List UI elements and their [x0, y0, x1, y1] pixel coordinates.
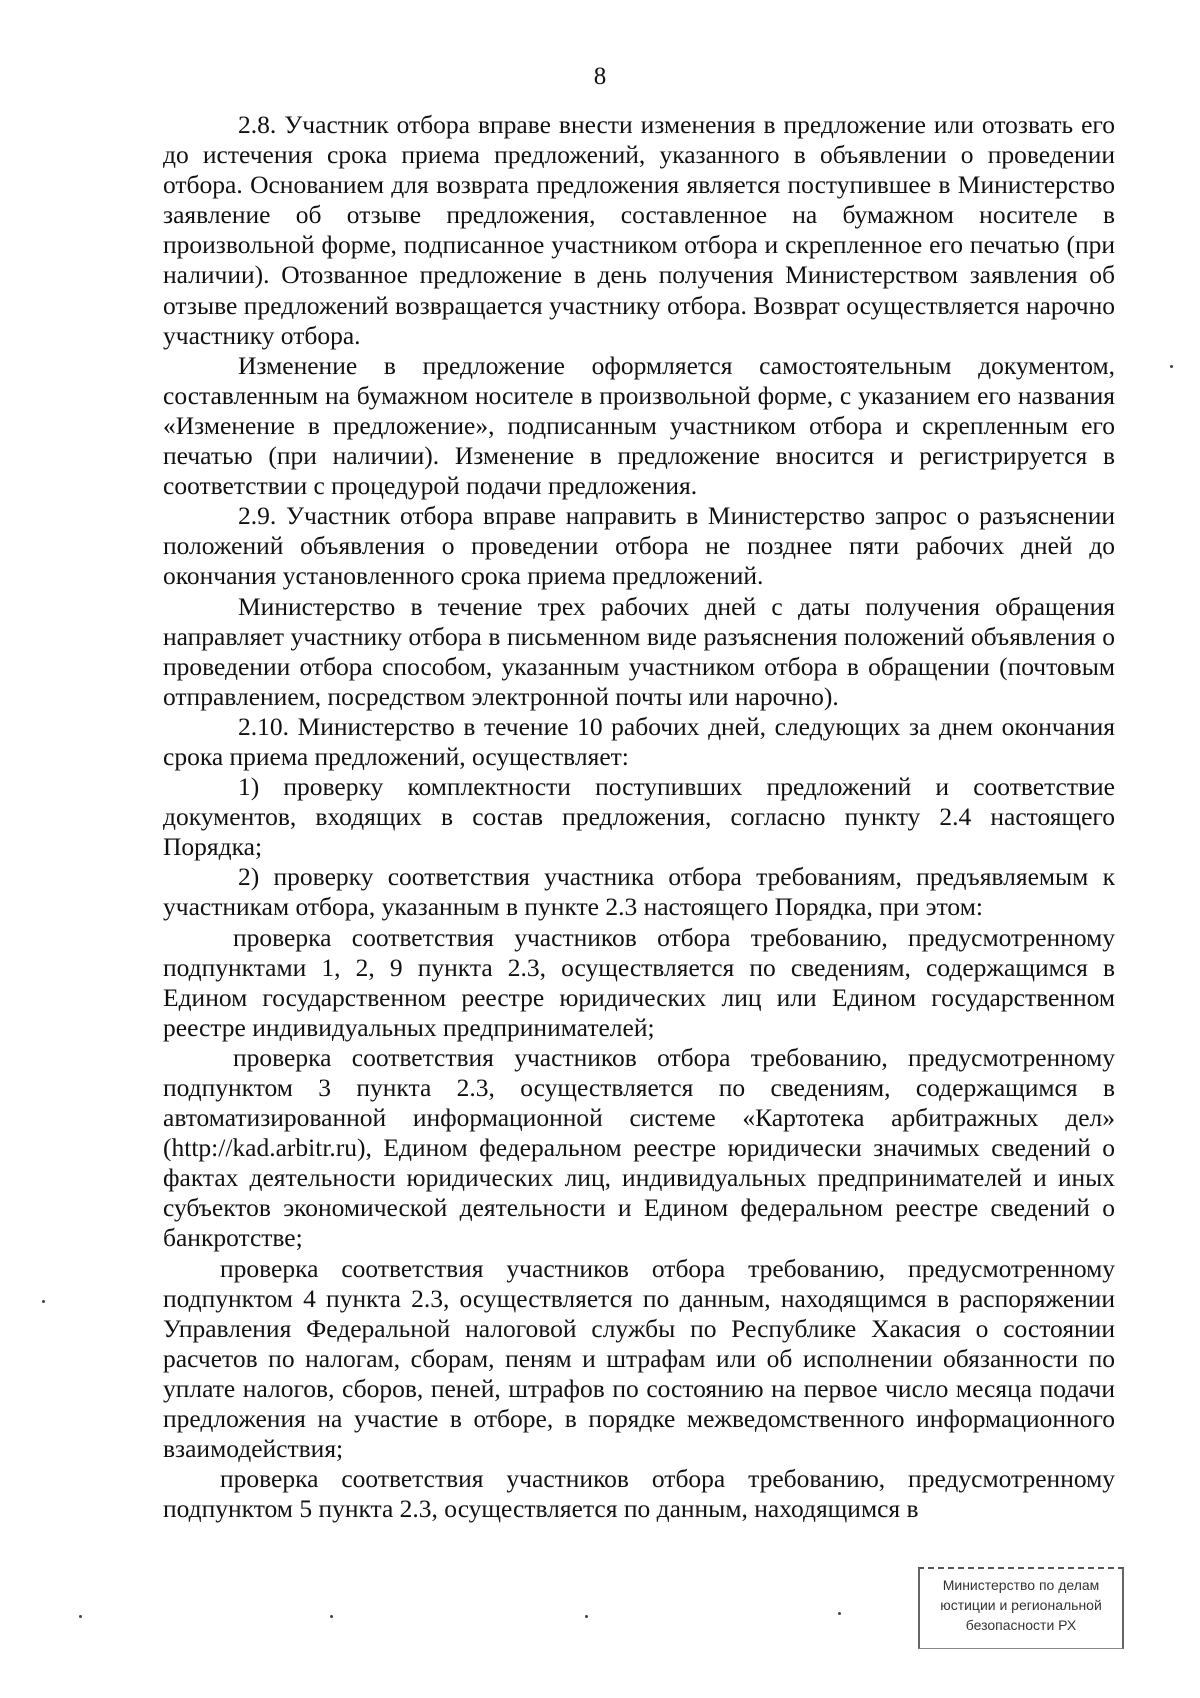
scan-speck — [330, 1615, 333, 1618]
stamp-line-3: безопасности РХ — [965, 1617, 1077, 1633]
scan-speck — [79, 1615, 82, 1618]
document-body — [163, 110, 1115, 1524]
scan-speck — [838, 1612, 841, 1615]
paragraph-ministry-response: Министерство в течение трех рабочих дней с даты получения обращения направляет участнику отбора в письменном виде разъяснения положений объявления о проведении отбора способом, указанным участником отбора в обращении (почтовым отправлением, посредством электронной почты или нарочно). — [163, 591, 1115, 711]
paragraph-2-8: 2.8. Участник отбора вправе внести изменения в предложение или отозвать его до истечения срока приема предложений, указанного в объявлении о проведении отбора. Основанием для возврата предложения является поступившее в Министерство заявление об отзыве предложения, составленное на бумажном носителе в произвольной форме, подписанное участником отбора и скрепленное его печатью (при наличии). Отозванное предложение в день получения Министерством заявления об отзыве предложений возвращается участнику отбора. Возврат осуществляется нарочно участнику отбора. — [163, 110, 1115, 350]
stamp-line-2: юстиции и региональной — [940, 1597, 1102, 1613]
list-item-2: 2) проверку соответствия участника отбора требованиям, предъявляемым к участникам отбора, указанным в пункте 2.3 настоящего Порядка, при этом: — [163, 862, 1115, 922]
page-number: 8 — [593, 63, 607, 90]
paragraph-2-10: 2.10. Министерство в течение 10 рабочих дней, следующих за днем окончания срока приема предложений, осуществляет: — [163, 711, 1115, 771]
paragraph-check-3: проверка соответствия участников отбора требованию, предусмотренному подпунктом 4 пункта 2.3, осуществляется по данным, находящимся в распоряжении Управления Федеральной налоговой службы по Республике Хакасия о состоянии расчетов по налогам, сборам, пеням и штрафам или об исполнении обязанности по уплате налогов, сборов, пеней, штрафов по состоянию на первое число месяца подачи предложения на участие в отборе, в порядке межведомственного информационного взаимодействия; — [163, 1253, 1115, 1464]
scan-speck — [42, 1300, 45, 1303]
scan-speck — [1170, 365, 1173, 368]
paragraph-check-2: проверка соответствия участников отбора требованию, предусмотренному подпунктом 3 пункта 2.3, осуществляется по сведениям, содержащимся в автоматизированной информационной системе «Картотека арбитражных дел» (http://kad.arbitr.ru), Едином федеральном реестре юридически значимых сведений о фактах деятельности юридических лиц, индивидуальных предпринимателей и иных субъектов экономической деятельности и Едином федеральном реестре сведений о банкротстве; — [163, 1042, 1115, 1253]
list-item-1: 1) проверку комплектности поступивших предложений и соответствие документов, входящих в состав предложения, согласно пункту 2.4 настоящего Порядка; — [163, 772, 1115, 862]
paragraph-check-1: проверка соответствия участников отбора требованию, предусмотренному подпунктами 1, 2, 9 пункта 2.3, осуществляется по сведениям, содержащимся в Едином государственном реестре юридических лиц или Едином государственном реестре индивидуальных предпринимателей; — [163, 922, 1115, 1042]
paragraph-amendment: Изменение в предложение оформляется самостоятельным документом, составленным на бумажном носителе в произвольной форме, с указанием его названия «Изменение в предложение», подписанным участником отбора и скрепленным его печатью (при наличии). Изменение в предложение вносится и регистрируется в соответствии с процедурой подачи предложения. — [163, 350, 1115, 501]
ministry-stamp — [918, 1567, 1124, 1649]
paragraph-check-4: проверка соответствия участников отбора требованию, предусмотренному подпунктом 5 пункта 2.3, осуществляется по данным, находящимся в — [163, 1464, 1115, 1524]
scan-speck — [585, 1615, 588, 1618]
stamp-line-1: Министерство по делам — [942, 1577, 1100, 1593]
paragraph-2-9: 2.9. Участник отбора вправе направить в Министерство запрос о разъяснении положений объявления о проведении отбора не позднее пяти рабочих дней до окончания установленного срока приема предложений. — [163, 501, 1115, 591]
